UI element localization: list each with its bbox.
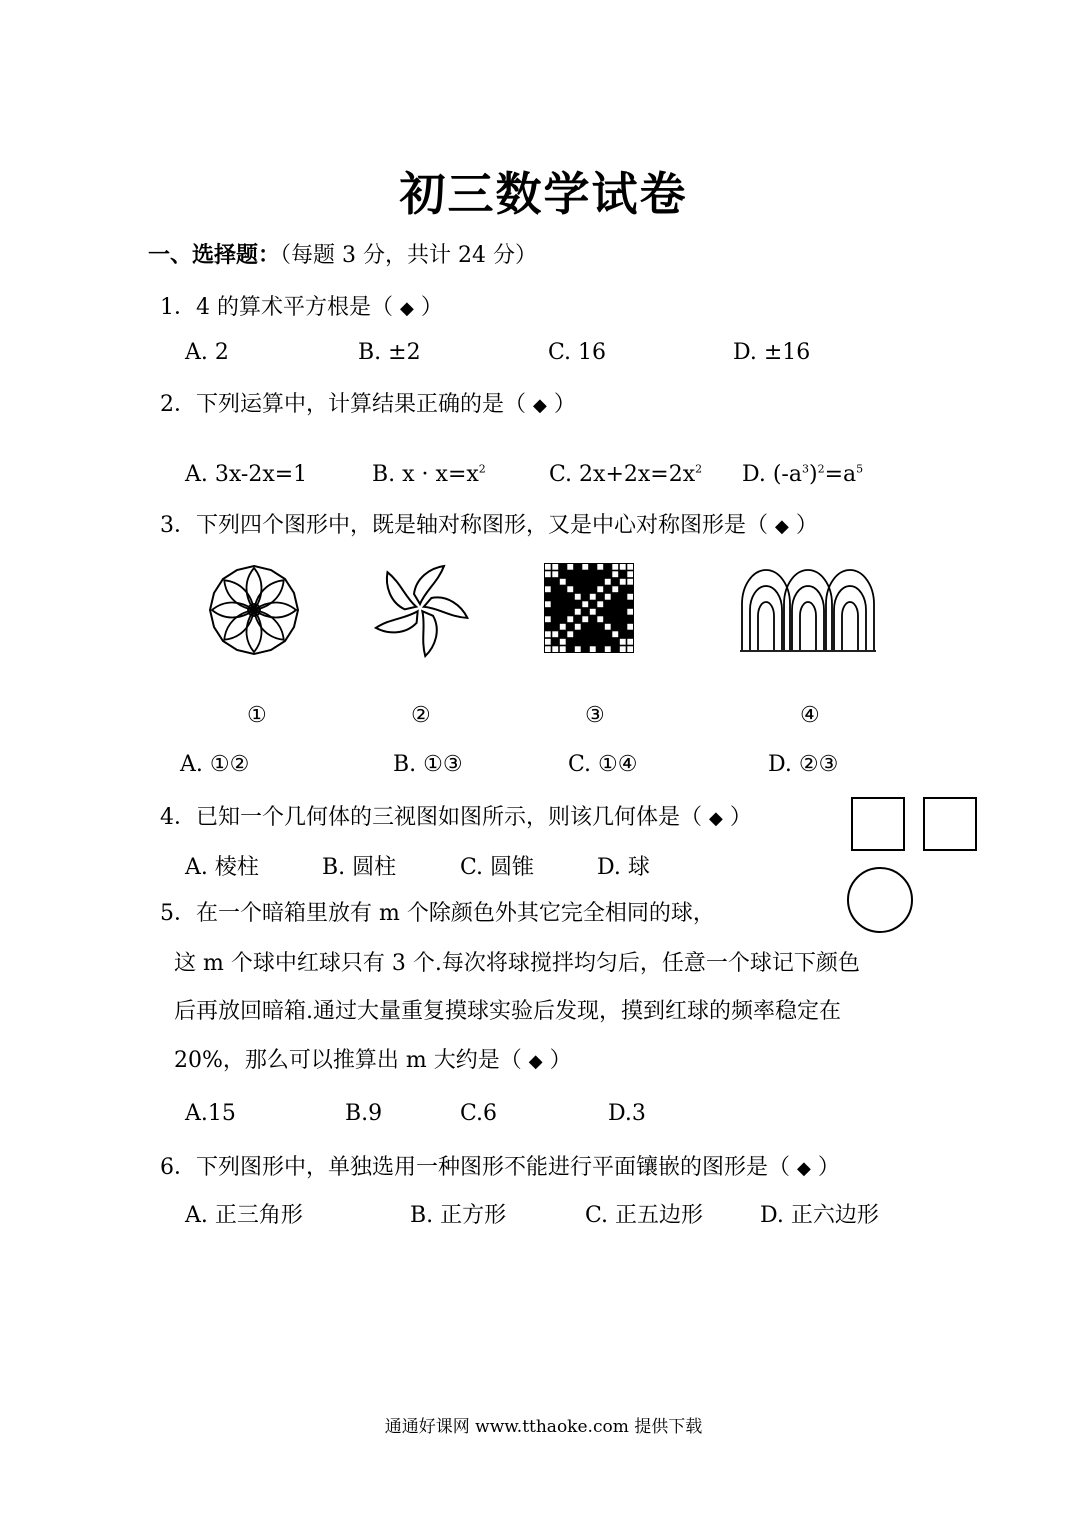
answer-mark: ◆ [775,516,789,537]
question-4-option-a: A. 棱柱 [185,855,259,880]
question-2-stem [160,387,576,418]
question-5-line-3: 后再放回暗箱.通过大量重复摸球实验后发现，摸到红球的频率稳定在 [174,999,841,1024]
question-4-stem [160,800,752,831]
question-3-stem [160,508,818,539]
option-d-text-2: ) [808,462,818,487]
question-4-option-d: D. 球 [597,855,650,880]
answer-mark: ◆ [528,1051,543,1072]
question-5-line-4 [174,1043,572,1074]
question-4-text: 4．已知一个几何体的三视图如图所示，则该几何体是（ [160,805,702,830]
question-6-option-c: C. 正五边形 [585,1203,704,1228]
question-4-option-b: B. 圆柱 [322,855,397,880]
answer-mark: ◆ [400,298,414,319]
figure-label-3: ③ [585,703,605,728]
question-5-option-a: A.15 [185,1101,236,1126]
question-5-line-1: 5．在一个暗箱里放有 m 个除颜色外其它完全相同的球， [160,901,715,926]
figure-3-checkered-x [544,563,634,653]
figure-4-arches [738,564,878,654]
question-4-close: ） [729,805,752,830]
option-d-exponent-3: 5 [856,462,864,476]
question-2-text: 2．下列运算中，计算结果正确的是（ [160,392,526,417]
question-3-option-c: C. ①④ [568,752,638,777]
option-d-exponent-1: 3 [801,462,809,476]
answer-mark: ◆ [533,395,547,416]
question-1-option-d: D. ±16 [733,340,811,365]
section-note: （每题 3 分，共计 24 分） [280,243,537,268]
question-6-text: 6．下列图形中，单独选用一种图形不能进行平面镶嵌的图形是（ [160,1155,790,1180]
three-views-top-circle [846,866,914,934]
question-3-text: 3．下列四个图形中，既是轴对称图形，又是中心对称图形是（ [160,513,768,538]
option-c-exponent: 2 [695,462,703,476]
question-3-option-d: D. ②③ [768,752,839,777]
question-6-option-b: B. 正方形 [410,1203,507,1228]
question-5-line-2: 这 m 个球中红球只有 3 个.每次将球搅拌均匀后，任意一个球记下颜色 [174,951,860,976]
section-label: 一、选择题： [148,242,281,268]
question-1-option-a: A. 2 [185,340,229,365]
three-views-side-square [923,797,977,851]
footer-credit: 通通好课网 www.tthaoke.com 提供下载 [384,1417,703,1437]
question-1-stem [160,290,443,321]
question-1-text: 1．4 的算术平方根是（ [160,295,393,320]
question-5-close: ） [549,1048,572,1073]
page-title: 初三数学试卷 [399,167,688,221]
question-6-stem [160,1150,840,1181]
question-5-option-b: B.9 [345,1101,383,1126]
question-5-option-c: C.6 [460,1101,498,1126]
question-1-close: ） [420,295,443,320]
figure-label-4: ④ [800,703,820,728]
question-2-option-b [372,462,486,487]
question-6-option-a: A. 正三角形 [185,1203,303,1228]
figure-1-flower [206,562,302,658]
figure-2-pinwheel [372,560,468,656]
question-2-option-a: A. 3x-2x=1 [185,462,308,487]
answer-mark: ◆ [797,1158,811,1179]
question-3-close: ） [795,513,818,538]
figure-label-1: ① [247,703,267,728]
option-d-exponent-2: 2 [817,462,825,476]
question-2-close: ） [553,392,576,417]
question-5-text: 20%，那么可以推算出 m 大约是（ [174,1048,522,1073]
question-3-option-b: B. ①③ [393,752,463,777]
question-1-option-b: B. ±2 [358,340,421,365]
question-4-option-c: C. 圆锥 [460,855,535,880]
question-6-close: ） [817,1155,840,1180]
three-views-front-square [851,797,905,851]
question-3-option-a: A. ①② [180,752,250,777]
question-1-option-c: C. 16 [548,340,607,365]
question-2-option-d [742,462,863,487]
option-d-text-3: =a [824,462,857,487]
section-heading [148,238,537,269]
option-b-exponent: 2 [478,462,486,476]
question-2-option-c [549,462,702,487]
figure-label-2: ② [411,703,431,728]
option-c-text: C. 2x+2x=2x [549,462,696,487]
question-6-option-d: D. 正六边形 [760,1203,879,1228]
option-d-text-1: D. (-a [742,462,802,487]
answer-mark: ◆ [709,808,723,829]
question-5-option-d: D.3 [608,1101,646,1126]
option-b-text: B. x · x=x [372,462,479,487]
